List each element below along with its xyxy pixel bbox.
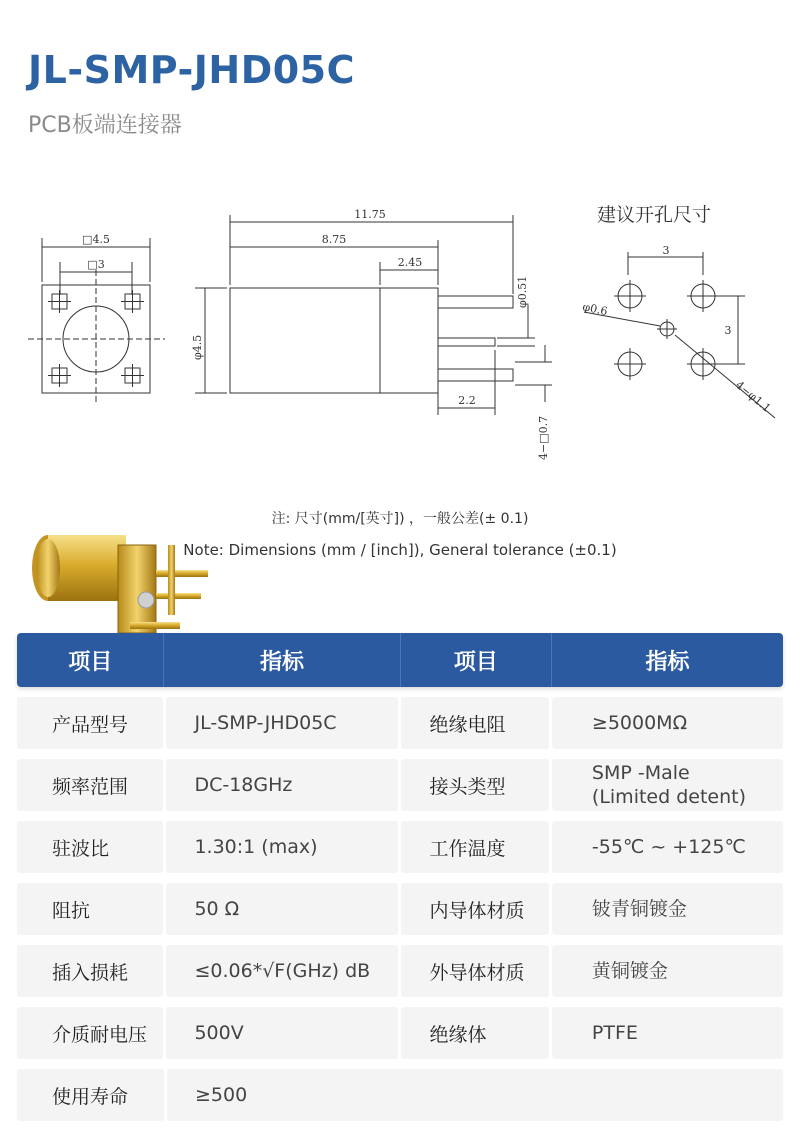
- table-row: [17, 1069, 783, 1121]
- spec-value: PTFE: [552, 1007, 783, 1059]
- spec-key: 内导体材质: [401, 883, 548, 935]
- hole-pitch-top: 3: [662, 244, 670, 257]
- note-english: Note: Dimensions (mm / [inch]), General tolerance (±0.1): [183, 541, 617, 559]
- spec-key: 驻波比: [17, 821, 163, 873]
- spec-key: 产品型号: [17, 697, 163, 749]
- product-title: JL-SMP-JHD05C: [28, 48, 356, 92]
- header-value-2: 指标: [645, 649, 690, 675]
- table-row: [17, 697, 783, 749]
- spec-key: 接头类型: [401, 759, 548, 811]
- spec-value: 500V: [166, 1007, 398, 1059]
- length-body-label: 8.75: [321, 233, 347, 246]
- spec-value: ≥500: [167, 1069, 783, 1121]
- pin-dia-label: φ0.51: [516, 275, 529, 308]
- table-row: [17, 883, 783, 935]
- pin-size-label: 4−□0.7: [537, 415, 550, 460]
- spec-value: 铍青铜镀金: [552, 883, 783, 935]
- table-row: [17, 945, 783, 997]
- header-item-2: 项目: [401, 633, 552, 687]
- hole-pitch-right: 3: [724, 324, 732, 337]
- hole-corner-label: 4−φ1.1: [733, 378, 774, 415]
- spec-key: 介质耐电压: [17, 1007, 163, 1059]
- table-row: [17, 1007, 783, 1059]
- table-row: [17, 759, 783, 811]
- spec-table-header: [17, 633, 783, 687]
- spec-key: 插入损耗: [17, 945, 163, 997]
- length-total-label: 11.75: [354, 208, 386, 221]
- pin-length-label: 2.2: [458, 394, 476, 407]
- spec-key: 阻抗: [17, 883, 163, 935]
- spec-value: 50 Ω: [166, 883, 398, 935]
- hole-pattern-title: 建议开孔尺寸: [597, 204, 712, 226]
- body-dia-label: φ4.5: [191, 334, 204, 360]
- spec-value: DC-18GHz: [166, 759, 398, 811]
- dimension-drawing: [0, 190, 800, 480]
- spec-value: 1.30:1 (max): [166, 821, 398, 873]
- spec-value: ≤0.06*√F(GHz) dB: [166, 945, 398, 997]
- length-step-label: 2.45: [397, 256, 423, 269]
- hole-center-label: φ0.6: [581, 300, 609, 319]
- product-subtitle: PCB板端连接器: [28, 113, 182, 138]
- spec-key: 绝缘电阻: [401, 697, 548, 749]
- spec-value: 黄铜镀金: [552, 945, 783, 997]
- front-inner-label: □3: [87, 258, 105, 271]
- header-value-1: 指标: [164, 633, 400, 687]
- spec-key: 外导体材质: [401, 945, 548, 997]
- spec-key: 使用寿命: [17, 1069, 164, 1121]
- note-chinese: 注: 尺寸(mm/[英寸]) ，一般公差(± 0.1): [271, 511, 529, 527]
- spec-key: 工作温度: [401, 821, 548, 873]
- spec-value: SMP -Male (Limited detent): [552, 759, 783, 811]
- front-outer-label: □4.5: [82, 233, 110, 246]
- header-item-1: 项目: [17, 633, 164, 687]
- spec-value: -55℃ ~ +125℃: [552, 821, 783, 873]
- spec-key: 频率范围: [17, 759, 163, 811]
- spec-key: 绝缘体: [401, 1007, 548, 1059]
- spec-value: JL-SMP-JHD05C: [166, 697, 398, 749]
- spec-value: ≥5000MΩ: [552, 697, 783, 749]
- table-row: [17, 821, 783, 873]
- spec-table: [17, 633, 783, 1121]
